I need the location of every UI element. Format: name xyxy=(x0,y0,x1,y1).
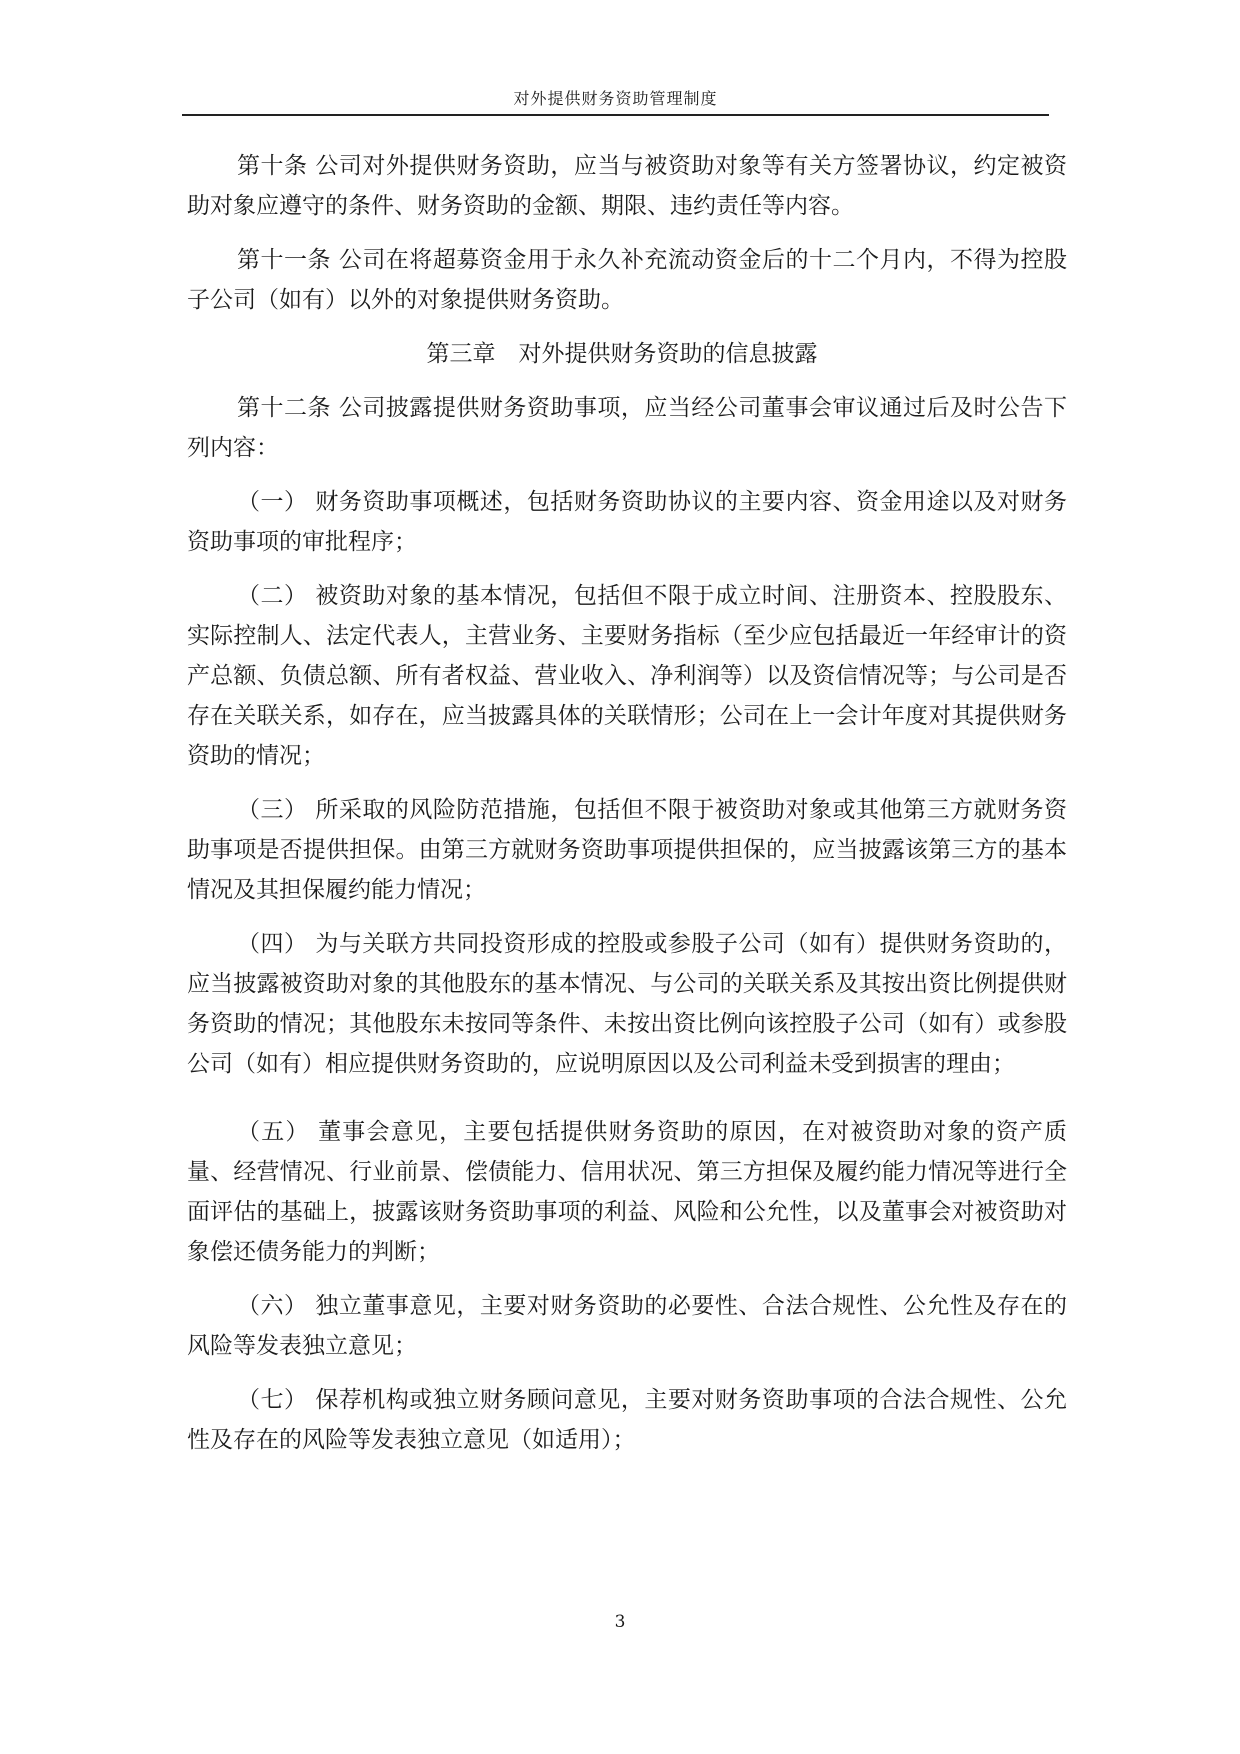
article-12-item-7: （七） 保荐机构或独立财务顾问意见，主要对财务资助事项的合法合规性、公允性及存在的风险等发表独立意见（如适用）； xyxy=(187,1387,1067,1453)
article-12-item-5: （五） 董事会意见，主要包括提供财务资助的原因，在对被资助对象的资产质量、经营情况、行业前景、偿债能力、信用状况、第三方担保及履约能力情况等进行全面评估的基础上，披露该财务资助事项的利益、风险和公允性，以及董事会对被资助对象偿还债务能力的判断； xyxy=(187,1119,1067,1265)
chapter-3-heading: 第三章 对外提供财务资助的信息披露 xyxy=(426,341,818,367)
page-number: 3 xyxy=(614,1612,626,1632)
header-divider xyxy=(182,114,1049,116)
article-10: 第十条 公司对外提供财务资助，应当与被资助对象等有关方签署协议，约定被资助对象应遵守的条件、财务资助的金额、期限、违约责任等内容。 xyxy=(187,153,1067,219)
article-12-item-4: （四） 为与关联方共同投资形成的控股或参股子公司（如有）提供财务资助的，应当披露被资助对象的其他股东的基本情况、与公司的关联关系及其按出资比例提供财务资助的情况；其他股东未按同等条件、未按出资比例向该控股子公司（如有）或参股公司（如有）相应提供财务资助的，应说明原因以及公司利益未受到损害的理由； xyxy=(187,931,1067,1077)
article-11: 第十一条 公司在将超募资金用于永久补充流动资金后的十二个月内，不得为控股子公司（如有）以外的对象提供财务资助。 xyxy=(187,247,1067,313)
page-header-title: 对外提供财务资助管理制度 xyxy=(513,89,718,108)
article-12-item-6: （六） 独立董事意见，主要对财务资助的必要性、合法合规性、公允性及存在的风险等发表独立意见； xyxy=(187,1293,1067,1359)
article-12: 第十二条 公司披露提供财务资助事项，应当经公司董事会审议通过后及时公告下列内容： xyxy=(187,395,1067,461)
article-12-item-3: （三） 所采取的风险防范措施，包括但不限于被资助对象或其他第三方就财务资助事项是否提供担保。由第三方就财务资助事项提供担保的，应当披露该第三方的基本情况及其担保履约能力情况； xyxy=(187,797,1067,903)
article-12-item-2: （二） 被资助对象的基本情况，包括但不限于成立时间、注册资本、控股股东、实际控制人、法定代表人，主营业务、主要财务指标（至少应包括最近一年经审计的资产总额、负债总额、所有者权益、营业收入、净利润等）以及资信情况等；与公司是否存在关联关系，如存在，应当披露具体的关联情形；公司在上一会计年度对其提供财务资助的情况； xyxy=(187,583,1067,769)
document-body xyxy=(187,146,1067,1474)
article-12-item-1: （一） 财务资助事项概述，包括财务资助协议的主要内容、资金用途以及对财务资助事项的审批程序； xyxy=(187,489,1067,555)
